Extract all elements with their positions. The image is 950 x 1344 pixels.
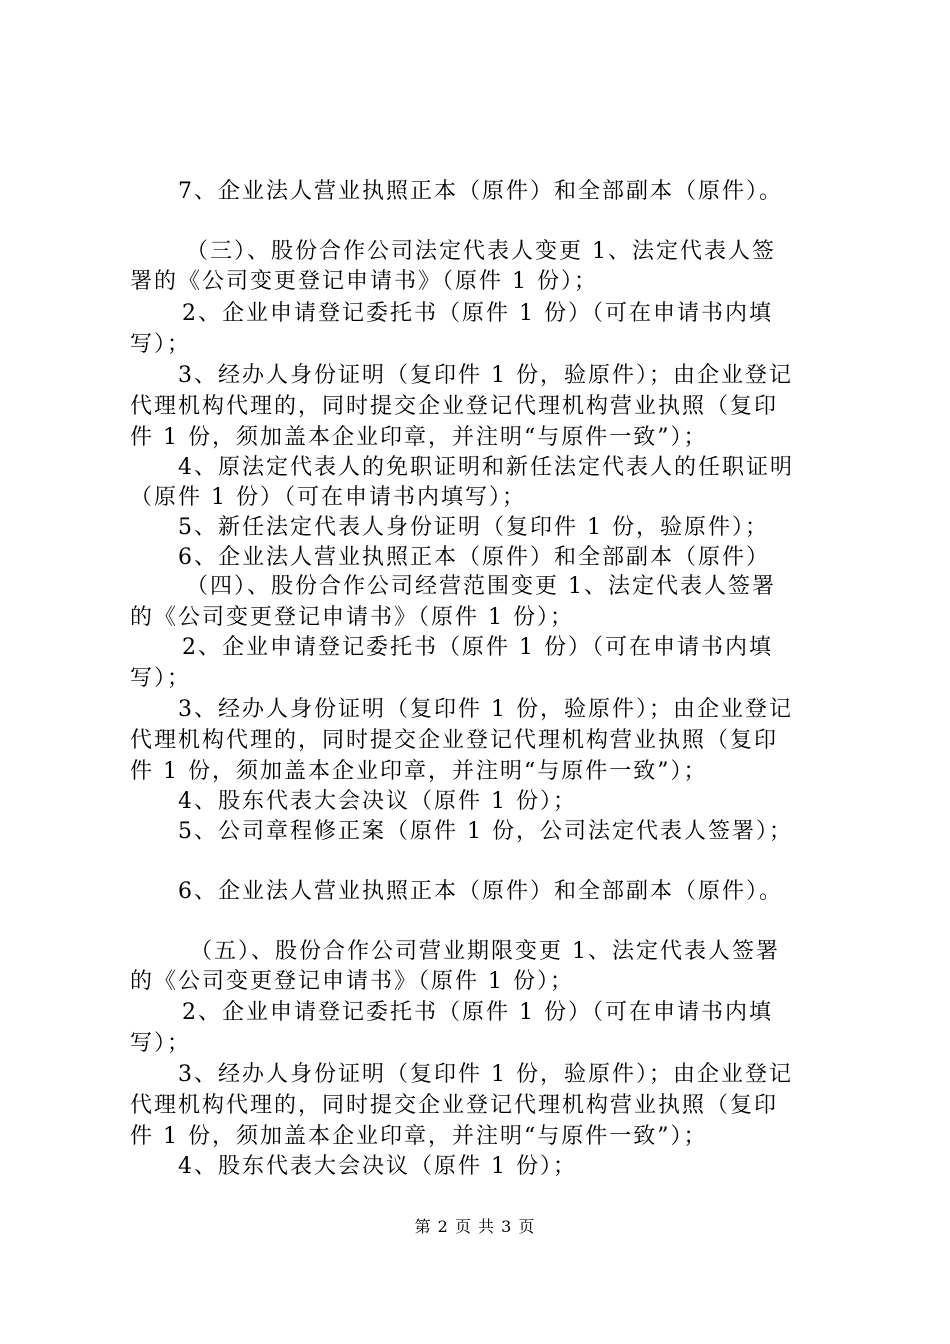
paragraph-line: 署的《公司变更登记申请书》（原件 1 份）；	[130, 269, 598, 294]
paragraph-line: 3、经办人身份证明（复印件 1 份，验原件）；由企业登记	[178, 1062, 793, 1087]
paragraph-line: 的《公司变更登记申请书》（原件 1 份）；	[130, 605, 574, 630]
paragraph-line: 代理机构代理的，同时提交企业登记代理机构营业执照（复印	[130, 394, 779, 419]
paragraph-line: 5、新任法定代表人身份证明（复印件 1 份，验原件）；	[178, 515, 769, 540]
paragraph-line: 件 1 份，须加盖本企业印章，并注明“与原件一致”）；	[130, 425, 708, 450]
paragraph-line: 的《公司变更登记申请书》（原件 1 份）；	[130, 969, 574, 994]
section-heading-line: （四）、股份合作公司经营范围变更 1、法定代表人签署	[186, 574, 776, 599]
paragraph-line: 2、企业申请登记委托书（原件 1 份）（可在申请书内填	[182, 635, 773, 660]
paragraph-line: 4、原法定代表人的免职证明和新任法定代表人的任职证明	[178, 455, 794, 480]
section-heading-line: （五）、股份合作公司营业期限变更 1、法定代表人签署	[190, 939, 780, 964]
paragraph-line: 4、股东代表大会决议（原件 1 份）；	[178, 1154, 577, 1179]
paragraph-line: 2、企业申请登记委托书（原件 1 份）（可在申请书内填	[182, 301, 773, 326]
paragraph-line: 4、股东代表大会决议（原件 1 份）；	[178, 789, 577, 814]
paragraph-line: 3、经办人身份证明（复印件 1 份，验原件）；由企业登记	[178, 697, 793, 722]
paragraph-line: 写）；	[130, 666, 192, 691]
paragraph-line: 6、企业法人营业执照正本（原件）和全部副本（原件）	[178, 545, 770, 570]
paragraph-line: 件 1 份，须加盖本企业印章，并注明“与原件一致”）；	[130, 1124, 708, 1149]
paragraph-line: 件 1 份，须加盖本企业印章，并注明“与原件一致”）；	[130, 759, 708, 784]
paragraph-line: 写）；	[130, 1031, 192, 1056]
paragraph-line: 代理机构代理的，同时提交企业登记代理机构营业执照（复印	[130, 728, 779, 753]
paragraph-line: 代理机构代理的，同时提交企业登记代理机构营业执照（复印	[130, 1093, 779, 1118]
paragraph-line: 5、公司章程修正案（原件 1 份，公司法定代表人签署）；	[178, 819, 793, 844]
paragraph-line: 6、企业法人营业执照正本（原件）和全部副本（原件）。	[178, 879, 783, 904]
paragraph-line: 2、企业申请登记委托书（原件 1 份）（可在申请书内填	[182, 1000, 773, 1025]
page-number-footer: 第 2 页 共 3 页	[414, 1217, 536, 1236]
paragraph-line: 写）；	[130, 332, 192, 357]
paragraph-line: 3、经办人身份证明（复印件 1 份，验原件）；由企业登记	[178, 363, 793, 388]
paragraph-line: （原件 1 份）（可在申请书内填写）；	[130, 485, 526, 510]
section-heading-line: （三）、股份合作公司法定代表人变更 1、法定代表人签	[186, 239, 776, 264]
paragraph-line: 7、企业法人营业执照正本（原件）和全部副本（原件）。	[178, 179, 783, 204]
